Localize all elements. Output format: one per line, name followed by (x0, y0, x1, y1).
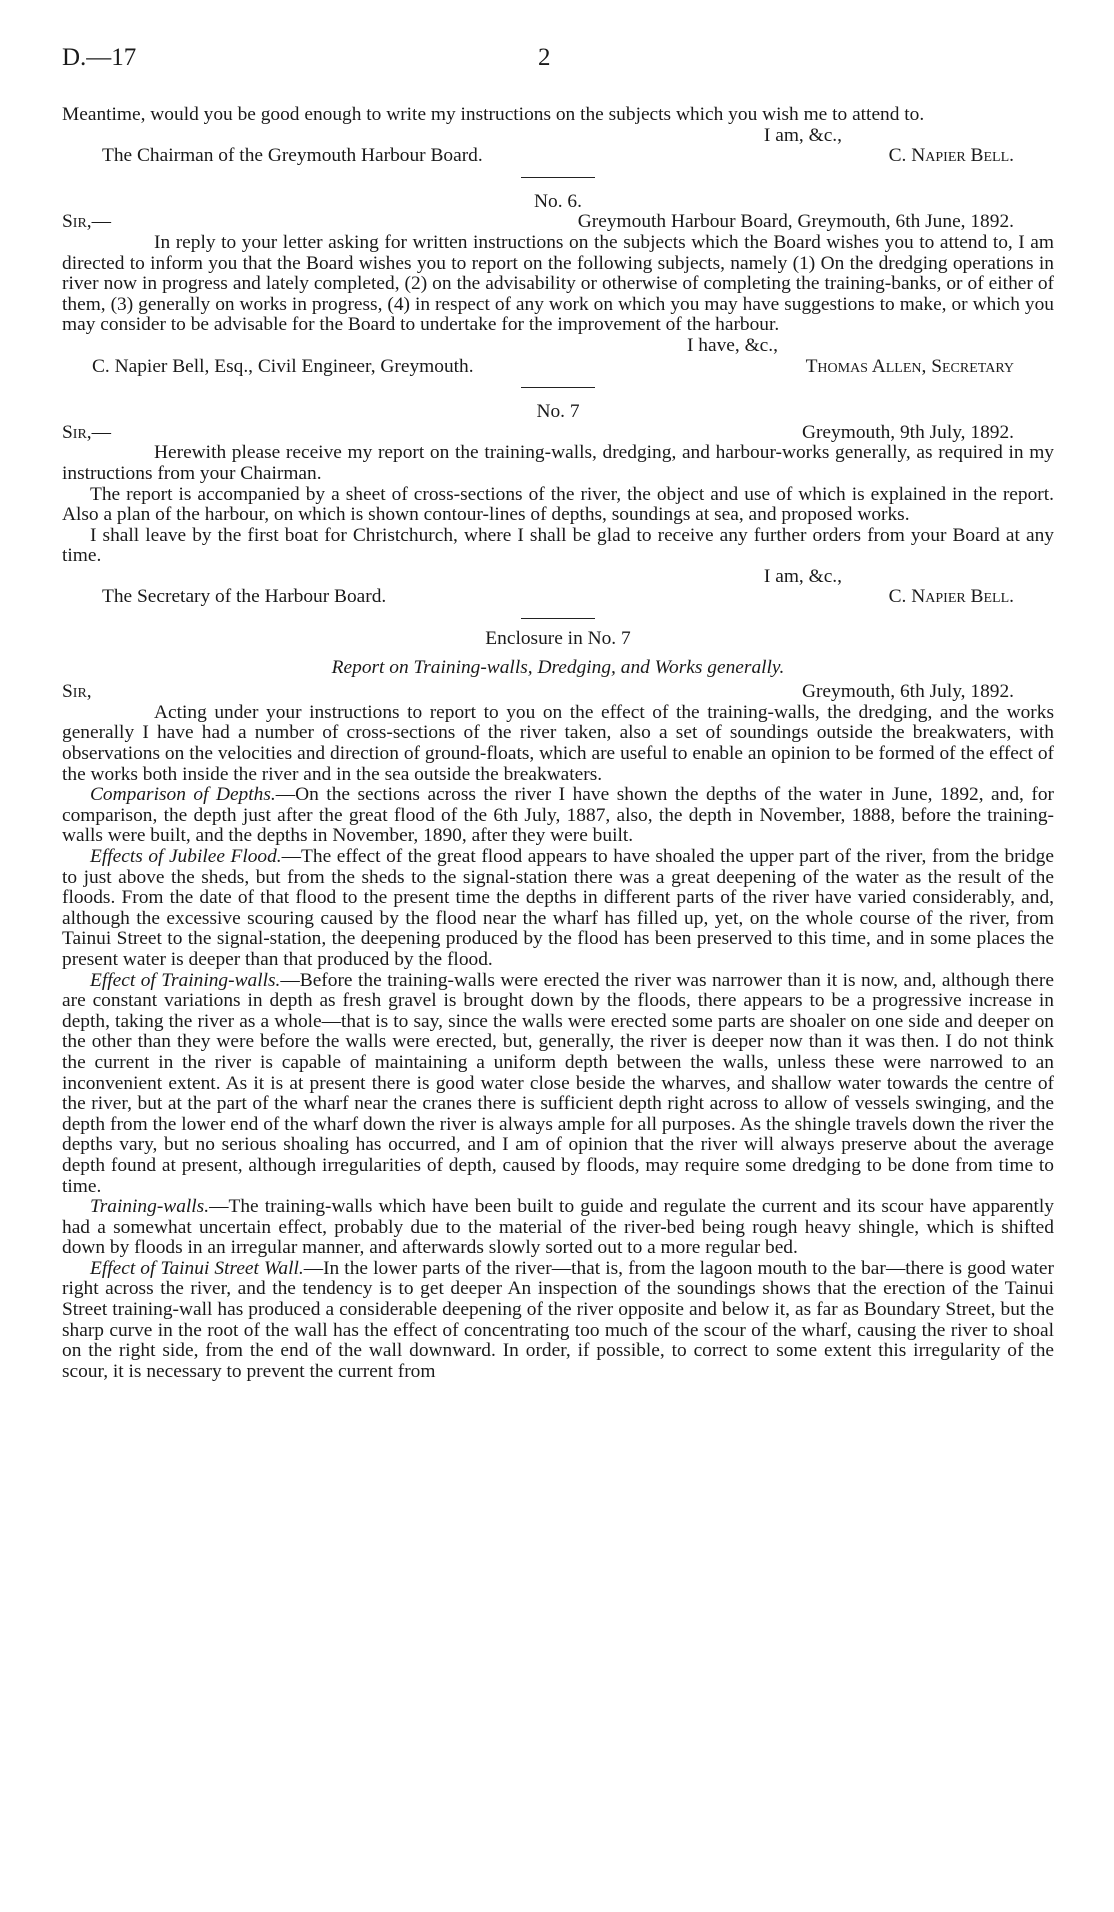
letter7-signoff-row (62, 587, 1054, 608)
section-title: Effects of Jubilee Flood. (90, 846, 282, 867)
separator-rule (521, 177, 595, 178)
letter6-number: No. 6. (534, 190, 582, 212)
enclosure-paragraph: Acting under your instructions to report to you on the effect of the training-walls, the dredging, and the works generally I have had a number of cross-sections of the river taken, also a set of soundings outside the breakwaters, with observations on the velocities and direction of ground-floats, which are useful to enable an opinion to be formed of the effect of the works both inside the river and in the sea outside the breakwaters. (62, 701, 1054, 785)
letter7-closing-row (62, 567, 1054, 588)
enclosure-section-training-walls-effect (62, 971, 1054, 1198)
letter6-recipient: C. Napier Bell, Esq., Civil Engineer, Greymouth. (92, 355, 474, 377)
separator-rule (521, 387, 595, 388)
section-text: —On the sections across the river I have shown the depths of the water in June, 1892, and, for comparison, the depth just after the great flood of the 6th July, 1887, also, the depth in November, 1888, before the training-walls were built, and the depths in November, 1890, after they were built. (62, 784, 1054, 847)
enclosure-section-training-walls (62, 1197, 1054, 1259)
enclosure-subtitle: Report on Training-walls, Dredging, and Works generally. (331, 656, 785, 678)
enclosure-heading: Enclosure in No. 7 (485, 628, 631, 650)
enclosure-section-depths (62, 785, 1054, 847)
letter7-signature: C. Napier Bell. (888, 586, 1014, 608)
letter6-signature: Thomas Allen, Secretary (805, 355, 1014, 377)
section-title: Comparison of Depths. (90, 784, 276, 806)
letter5-closing-row (62, 126, 1054, 147)
letter5-signoff-row (62, 146, 1054, 167)
section-text: —Before the training-walls were erected the river was narrower than it is now, and, although there are constant variations in depth as fresh gravel is brought down by the floods, there appears to be a progressive increase in depth, taking the river as a whole—that is to say, since the walls were erected some parts are shoaler on one side and deeper on the other than they were before the walls were erected, but, generally, the river is deeper now than it was then. I do not think the current in the river is capable of maintaining a uniform depth between the walls, unless these were narrowed to an inconvenient extent. As it is at present there is good water close beside the wharves, and shallow water towards the centre of the river, but at the part of the wharf near the cranes there is sufficient depth right across to allow of vessels swinging, and the depth from the lower end of the wharf down the river is always ample for all purposes. As the shingle travels down the river the depths vary, but no serious shoaling has occurred, and I am of opinion that the river will always preserve about the average depth found at present, although irregularities of depth, caused by floods, may require some dredging to be done from time to time. (62, 969, 1054, 1197)
letter6-signoff-row (62, 357, 1054, 378)
letter6-body: In reply to your letter asking for written instructions on the subjects which the Board wishes you to attend to, I am directed to inform you that the Board wishes you to report on the following subjects, namely (1) On the dredging operations in river now in progress and lately completed, (2) on the advisability or otherwise of completing the training-banks, or of either of them, (3) generally on works in progress, (4) in respect of any work on which you may have suggestions to make, or which you may consider to be advisable for the Board to undertake for the improvement of the harbour. (62, 231, 1054, 336)
section-title: Training-walls. (90, 1196, 210, 1218)
letter5-signature: C. Napier Bell. (888, 145, 1014, 167)
enclosure-section-tainui (62, 1259, 1054, 1383)
document-body (62, 105, 1054, 1382)
letter6-closing: I have, &c., (687, 334, 778, 356)
enclosure-place-date: Greymouth, 6th July, 1892. (801, 681, 1014, 703)
letter7-salutation: Sir,— (62, 421, 112, 443)
page-number: 2 (538, 44, 551, 71)
letter5-recipient: The Chairman of the Greymouth Harbour Board. (102, 145, 483, 167)
section-text: —The effect of the great flood appears to have shoaled the upper part of the river, from the bridge to just above the sheds, but from the sheds to the signal-station there was a great deepening of the water as the result of the floods. From the date of that flood to the present time the depths in different parts of the river have varied considerably, and, although the excessive scouring caused by the flood near the wharf has filled up, yet, on the whole course of the river, from Tainui Street to the signal-station, the deepening produced by the flood has been preserved to this time, and in some places the present water is deeper than that produced by the flood. (62, 846, 1054, 970)
enclosure-salutation: Sir, (62, 681, 92, 703)
letter6-salutation-row (62, 212, 1054, 233)
separator-rule (521, 618, 595, 619)
letter7-place-date: Greymouth, 9th July, 1892. (801, 421, 1014, 443)
letter7-number: No. 7 (536, 401, 580, 423)
section-text: —The training-walls which have been built to guide and regulate the current and its scour have apparently had a somewhat uncertain effect, probably due to the material of the river-bed being rough heavy shingle, which is shifted down by floods in an irregular manner, and afterwards slowly sorted out to a more regular bed. (62, 1196, 1054, 1259)
letter7-closing: I am, &c., (763, 565, 842, 587)
enclosure-salutation-row (62, 682, 1054, 703)
letter6-place-date: Greymouth Harbour Board, Greymouth, 6th June, 1892. (577, 211, 1014, 233)
letter6-salutation: Sir,— (62, 211, 112, 233)
letter5-closing: I am, &c., (763, 124, 842, 146)
letter7-recipient: The Secretary of the Harbour Board. (102, 586, 387, 608)
letter7-salutation-row (62, 423, 1054, 444)
letter7-paragraph: Herewith please receive my report on the training-walls, dredging, and harbour-works generally, as required in my instructions from your Chairman. (62, 442, 1054, 484)
enclosure-section-jubilee (62, 847, 1054, 971)
section-title: Effect of Training-walls. (90, 969, 281, 991)
section-text: —In the lower parts of the river—that is, from the lagoon mouth to the bar—there is good water right across the river, and the tendency is to get deeper An inspection of the soundings shows that the erection of the Tainui Street training-wall has produced a considerable deepening of the river opposite and below it, as far as Boundary Street, but the sharp curve in the root of the wall has the effect of concentrating too much of the scour of the wharf, causing the river to shoal on the right side, from the end of the wall downward. In order, if possible, to correct to some extent this irregularity of the scour, it is necessary to prevent the current from (62, 1257, 1054, 1382)
letter6-closing-row (62, 336, 1054, 357)
section-title: Effect of Tainui Street Wall. (90, 1257, 304, 1279)
letter7-paragraph: The report is accompanied by a sheet of cross-sections of the river, the object and use of which is explained in the report. Also a plan of the harbour, on which is shown contour-lines of depths, soundings at sea, and proposed works. (62, 483, 1054, 526)
letter5-text: Meantime, would you be good enough to write my instructions on the subjects which you wish me to attend to. (62, 104, 925, 125)
letter7-paragraph: I shall leave by the first boat for Christchurch, where I shall be glad to receive any further orders from your Board at any time. (62, 524, 1054, 567)
document-id: D.—17 (62, 44, 137, 71)
